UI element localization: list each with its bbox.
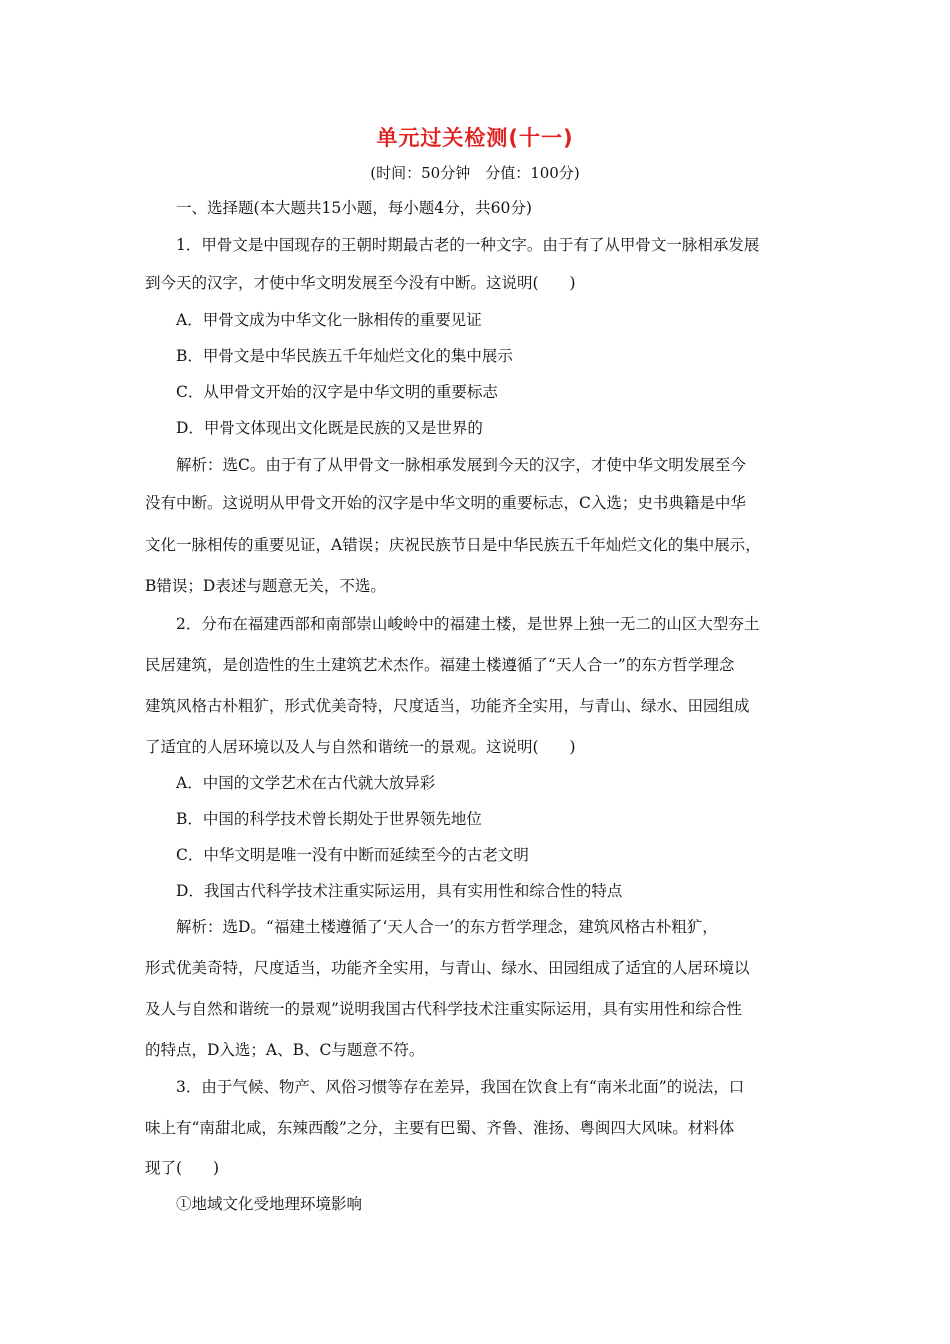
q1-analysis-line-1: 解析：选C。由于有了从甲骨文一脉相承发展到今天的汉字，才使中华文明发展至今 bbox=[176, 456, 746, 474]
q2-stem-line-4: 了适宜的人居环境以及人与自然和谐统一的景观。这说明( ) bbox=[145, 738, 576, 756]
q3-item-1: ①地域文化受地理环境影响 bbox=[176, 1195, 363, 1213]
page-title: 单元过关检测(十一) bbox=[376, 126, 574, 150]
q1-option-a: A．甲骨文成为中华文化一脉相传的重要见证 bbox=[176, 311, 482, 329]
q2-option-b: B．中国的科学技术曾长期处于世界领先地位 bbox=[176, 810, 482, 828]
exam-info: (时间：50分钟 分值：100分) bbox=[370, 164, 580, 182]
section-heading: 一、选择题(本大题共15小题，每小题4分，共60分) bbox=[176, 199, 532, 217]
q1-analysis-line-2: 没有中断。这说明从甲骨文开始的汉字是中华文明的重要标志，C入选；史书典籍是中华 bbox=[145, 494, 746, 512]
q2-option-d: D．我国古代科学技术注重实际运用，具有实用性和综合性的特点 bbox=[176, 882, 623, 900]
q1-option-d: D．甲骨文体现出文化既是民族的又是世界的 bbox=[176, 419, 483, 437]
q3-stem-line-3: 现了( ) bbox=[145, 1159, 220, 1177]
q2-stem-line-1: 2．分布在福建西部和南部崇山峻岭中的福建土楼，是世界上独一无二的山区大型夯土 bbox=[176, 615, 760, 633]
q1-stem-line-1: 1．甲骨文是中国现存的王朝时期最古老的一种文字。由于有了从甲骨文一脉相承发展 bbox=[176, 236, 760, 254]
q2-stem-line-2: 民居建筑，是创造性的生土建筑艺术杰作。福建土楼遵循了“天人合一”的东方哲学理念 bbox=[145, 656, 735, 674]
q1-analysis-line-3: 文化一脉相传的重要见证，A错误；庆祝民族节日是中华民族五千年灿烂文化的集中展示， bbox=[145, 536, 761, 554]
q3-stem-line-1: 3．由于气候、物产、风俗习惯等存在差异，我国在饮食上有“南米北面”的说法，口 bbox=[176, 1078, 745, 1096]
q2-analysis-line-1: 解析：选D。“福建土楼遵循了‘天人合一’的东方哲学理念，建筑风格古朴粗犷， bbox=[176, 918, 718, 936]
q2-analysis-line-4: 的特点，D入选；A、B、C与题意不符。 bbox=[145, 1041, 425, 1059]
q2-analysis-line-2: 形式优美奇特，尺度适当，功能齐全实用，与青山、绿水、田园组成了适宜的人居环境以 bbox=[145, 959, 750, 977]
q2-stem-line-3: 建筑风格古朴粗犷，形式优美奇特，尺度适当，功能齐全实用，与青山、绿水、田园组成 bbox=[145, 697, 750, 715]
q2-option-a: A．中国的文学艺术在古代就大放异彩 bbox=[176, 774, 436, 792]
q1-option-b: B．甲骨文是中华民族五千年灿烂文化的集中展示 bbox=[176, 347, 513, 365]
q1-analysis-line-4: B错误；D表述与题意无关，不选。 bbox=[145, 577, 386, 595]
q1-stem-line-2: 到今天的汉字，才使中华文明发展至今没有中断。这说明( ) bbox=[145, 274, 576, 292]
q2-analysis-line-3: 及人与自然和谐统一的景观”说明我国古代科学技术注重实际运用，具有实用性和综合性 bbox=[145, 1000, 742, 1018]
q1-option-c: C．从甲骨文开始的汉字是中华文明的重要标志 bbox=[176, 383, 498, 401]
q3-stem-line-2: 味上有“南甜北咸，东辣西酸”之分，主要有巴蜀、齐鲁、淮扬、粤闽四大风味。材料体 bbox=[145, 1119, 735, 1137]
q2-option-c: C．中华文明是唯一没有中断而延续至今的古老文明 bbox=[176, 846, 529, 864]
